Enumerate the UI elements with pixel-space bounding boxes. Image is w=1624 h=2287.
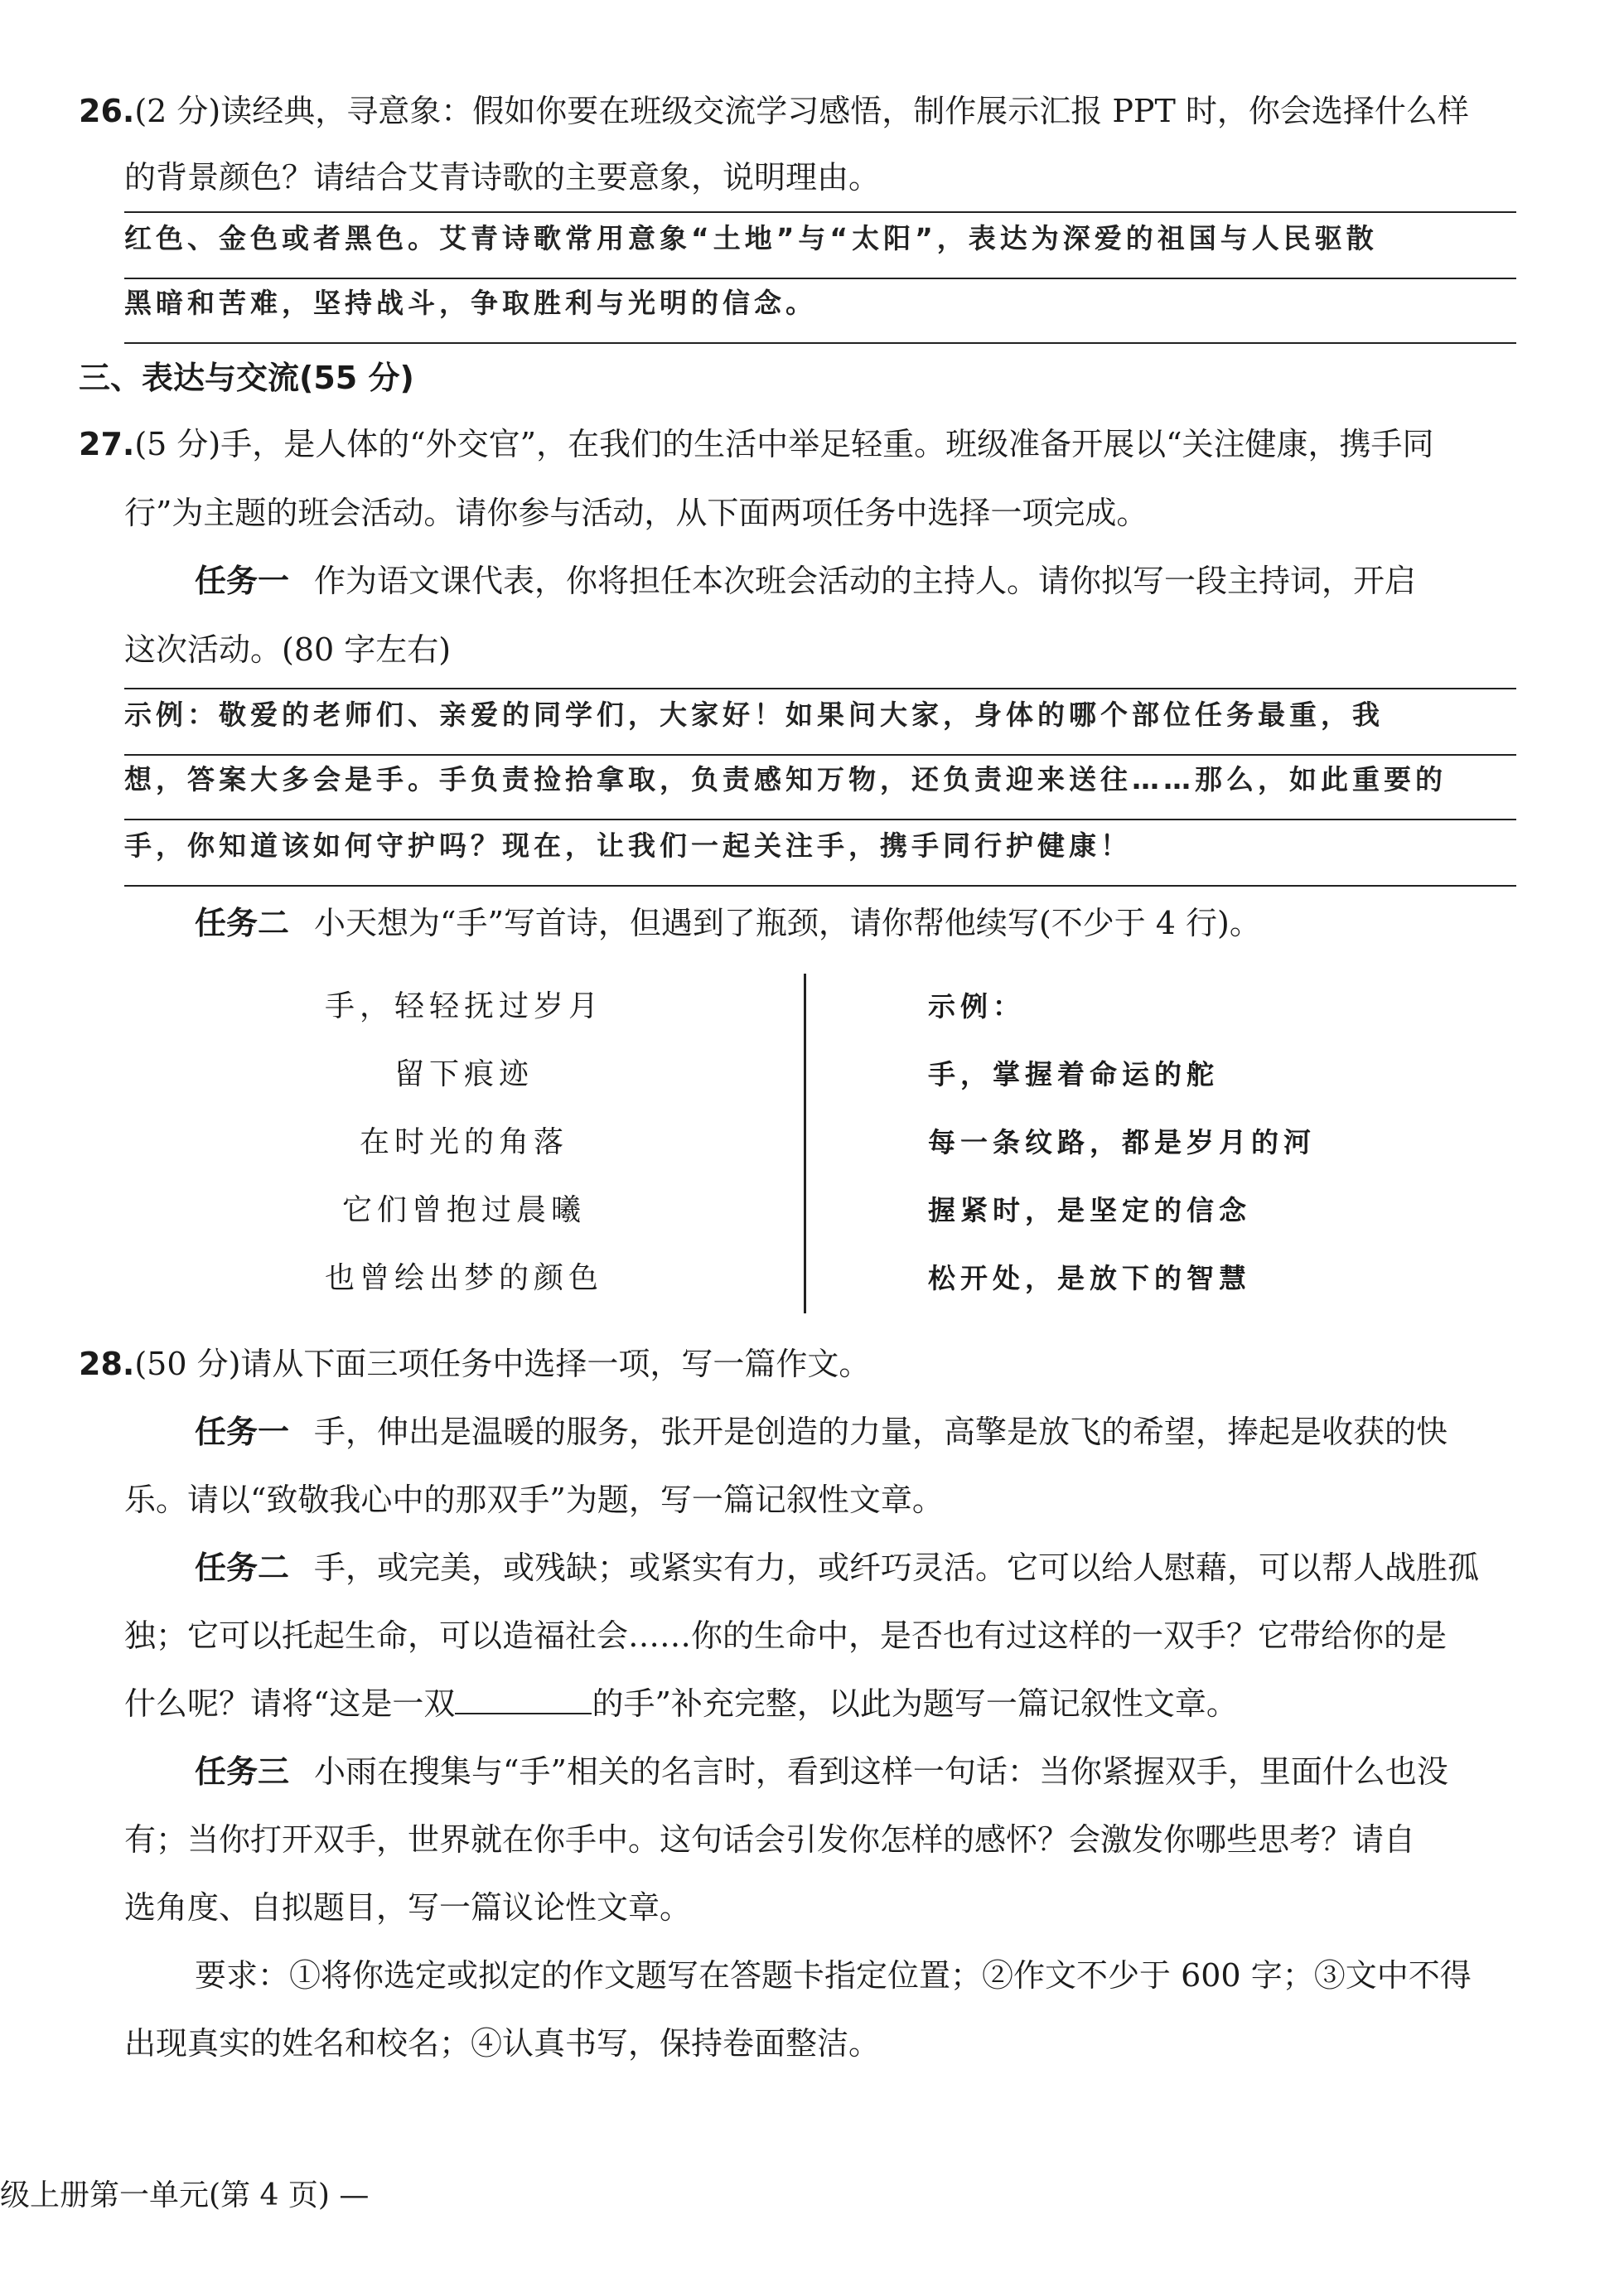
poem-left-line: 手，轻轻抚过岁月 bbox=[324, 989, 603, 1023]
section-3-title: 三、表达与交流(55 分) bbox=[79, 360, 414, 396]
poem-left-line: 留下痕迹 bbox=[394, 1057, 534, 1091]
q27-answer-line-2: 想，答案大多会是手。手负责捡拾拿取，负责感知万物，还负责迎来送往……那么，如此重要的 bbox=[124, 754, 1516, 820]
q28-task2-label: 任务二 bbox=[195, 1550, 290, 1586]
q27-task2-label: 任务二 bbox=[195, 905, 290, 941]
q28-task1-label: 任务一 bbox=[195, 1414, 290, 1450]
q27-line-1: 27.(5 分)手，是人体的“外交官”，在我们的生活中举足轻重。班级准备开展以“关注健康，携手同 bbox=[79, 426, 1434, 462]
poem-left-column bbox=[166, 982, 762, 1322]
poem-right-column bbox=[928, 982, 1508, 1322]
q27-task1-line-2: 这次活动。(80 字左右) bbox=[124, 631, 452, 668]
poem-right-line: 松开处，是放下的智慧 bbox=[928, 1262, 1251, 1294]
q27-answer-line-1: 示例：敬爱的老师们、亲爱的同学们，大家好！如果问大家，身体的哪个部位任务最重，我 bbox=[124, 688, 1516, 756]
q26-answer-line-1: 红色、金色或者黑色。艾青诗歌常用意象“土地”与“太阳”，表达为深爱的祖国与人民驱散 bbox=[124, 211, 1516, 279]
poem-right-line: 示例： bbox=[928, 990, 1025, 1023]
q27-task1-line-1: 任务一 作为语文课代表，你将担任本次班会活动的主持人。请你拟写一段主持词，开启 bbox=[195, 563, 1417, 599]
q28-requirements-line-2: 出现真实的姓名和校名；④认真书写，保持卷面整洁。 bbox=[124, 2025, 881, 2062]
poem-right-line: 每一条纹路，都是岁月的河 bbox=[928, 1126, 1316, 1158]
q26-answer-line-2: 黑暗和苦难，坚持战斗，争取胜利与光明的信念。 bbox=[124, 278, 1516, 344]
poem-left-line: 它们曾抱过晨曦 bbox=[341, 1193, 586, 1227]
q28-intro: 28.(50 分)请从下面三项任务中选择一项，写一篇作文。 bbox=[79, 1346, 871, 1382]
q27-task1-label: 任务一 bbox=[195, 563, 290, 599]
q27-line-2: 行”为主题的班会活动。请你参与活动，从下面两项任务中选择一项完成。 bbox=[124, 495, 1148, 531]
poem-right-line: 手，掌握着命运的舵 bbox=[928, 1058, 1219, 1090]
q28-task3-line-2: 有；当你打开双手，世界就在你手中。这句话会引发你怎样的感怀？会激发你哪些思考？请自 bbox=[124, 1821, 1416, 1858]
q28-requirements-line-1: 要求：①将你选定或拟定的作文题写在答题卡指定位置；②作文不少于 600 字；③文中不得 bbox=[195, 1957, 1472, 1994]
q28-task2-line-1: 任务二 手，或完美，或残缺；或紧实有力，或纤巧灵活。它可以给人慰藉，可以帮人战胜孤 bbox=[195, 1550, 1480, 1586]
title-blank bbox=[455, 1685, 592, 1714]
page-footer: 级上册第一单元(第 4 页) — bbox=[0, 2178, 370, 2212]
q27-number: 27. bbox=[79, 426, 135, 462]
poem-divider bbox=[804, 974, 806, 1313]
poem-right-line: 握紧时，是坚定的信念 bbox=[928, 1194, 1251, 1226]
q26-line-1: 26.(2 分)读经典，寻意象：假如你要在班级交流学习感悟，制作展示汇报 PPT 时，你会选择什么样 bbox=[79, 93, 1469, 129]
q28-task1-line-2: 乐。请以“致敬我心中的那双手”为题，写一篇记叙性文章。 bbox=[124, 1482, 944, 1518]
poem-left-line: 也曾绘出梦的颜色 bbox=[324, 1261, 603, 1295]
q28-task2-line-2: 独；它可以托起生命，可以造福社会……你的生命中，是否也有过这样的一双手？它带给你的是 bbox=[124, 1617, 1448, 1654]
q26-number: 26. bbox=[79, 93, 135, 129]
q28-task3-line-3: 选角度、自拟题目，写一篇议论性文章。 bbox=[124, 1889, 692, 1926]
q27-task2-line: 任务二 小天想为“手”写首诗，但遇到了瓶颈，请你帮他续写(不少于 4 行)。 bbox=[195, 905, 1261, 941]
q28-task1-line-1: 任务一 手，伸出是温暖的服务，张开是创造的力量，高擎是放飞的希望，捧起是收获的快 bbox=[195, 1414, 1448, 1450]
q26-line-2: 的背景颜色？请结合艾青诗歌的主要意象，说明理由。 bbox=[124, 159, 881, 196]
q28-number: 28. bbox=[79, 1346, 135, 1382]
q28-task3-line-1: 任务三 小雨在搜集与“手”相关的名言时，看到这样一句话：当你紧握双手，里面什么也没 bbox=[195, 1753, 1448, 1790]
q28-task3-label: 任务三 bbox=[195, 1753, 290, 1790]
q27-answer-line-3: 手，你知道该如何守护吗？现在，让我们一起关注手，携手同行护健康！ bbox=[124, 820, 1516, 887]
poem-left-line: 在时光的角落 bbox=[359, 1125, 568, 1159]
q28-task2-line-3: 什么呢？请将“这是一双 的手”补充完整，以此为题写一篇记叙性文章。 bbox=[124, 1685, 1238, 1722]
